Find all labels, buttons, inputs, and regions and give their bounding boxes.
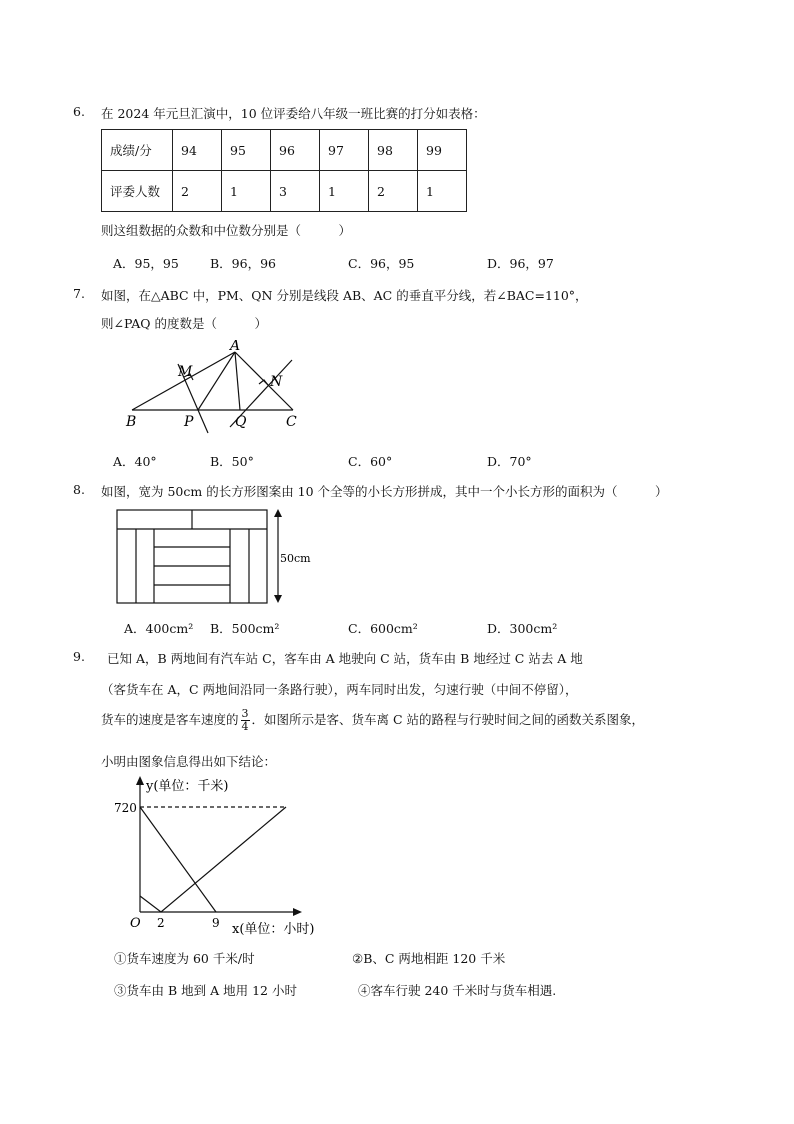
conclusion-2: ②B、C 两地相距 120 千米 bbox=[352, 951, 506, 966]
label-m: M bbox=[178, 364, 193, 380]
q6-option-b[interactable]: B．96，96 bbox=[210, 256, 276, 271]
q8-stem: 如图，宽为 50cm 的长方形图案由 10 个全等的小长方形拼成，其中一个小长方形的面积为（ ） bbox=[101, 484, 668, 499]
triangle-figure bbox=[120, 340, 305, 435]
x-axis-label: x(单位：小时) bbox=[232, 922, 315, 937]
truck-line bbox=[140, 807, 286, 912]
rectangle-figure bbox=[112, 506, 322, 608]
label-p: P bbox=[184, 414, 194, 430]
arrow-down-icon bbox=[274, 595, 282, 603]
label-b: B bbox=[126, 414, 137, 430]
bus-line bbox=[140, 807, 216, 912]
conclusion-3: ③货车由 B 地到 A 地用 12 小时 bbox=[114, 983, 297, 998]
origin-label: O bbox=[130, 916, 141, 931]
table-cell: 98 bbox=[369, 130, 418, 171]
label-c: C bbox=[286, 414, 297, 430]
table-cell: 评委人数 bbox=[102, 171, 173, 212]
q9-line-2: （客货车在 A，C 两地间沿同一条路行驶），两车同时出发，匀速行驶（中间不停留）， bbox=[101, 682, 578, 697]
table-cell: 94 bbox=[173, 130, 222, 171]
y-axis-arrow-icon bbox=[136, 776, 144, 785]
q9-line-3-start: 货车的速度是客车速度的 bbox=[101, 712, 239, 727]
conclusion-4: ④客车行驶 240 千米时与货车相遇. bbox=[358, 983, 557, 998]
table-cell: 2 bbox=[173, 171, 222, 212]
y-axis-label: y(单位：千米) bbox=[146, 779, 229, 794]
q6-stem: 在 2024 年元旦汇演中，10 位评委给八年级一班比赛的打分如表格： bbox=[101, 106, 486, 121]
fraction-denominator: 4 bbox=[241, 720, 249, 733]
q7-option-c[interactable]: C．60° bbox=[348, 454, 393, 469]
table-cell: 成绩/分 bbox=[102, 130, 173, 171]
q7-option-d[interactable]: D．70° bbox=[487, 454, 532, 469]
label-n: N bbox=[270, 374, 283, 390]
q9-number: 9. bbox=[73, 649, 85, 664]
y-tick-720: 720 bbox=[114, 801, 137, 815]
table-cell: 1 bbox=[418, 171, 467, 212]
conclusion-1: ①货车速度为 60 千米/时 bbox=[114, 951, 255, 966]
q7-stem: 如图，在△ABC 中，PM、QN 分别是线段 AB、AC 的垂直平分线，若∠BAC=110°， bbox=[101, 288, 588, 303]
q7-number: 7. bbox=[73, 286, 85, 301]
q6-option-c[interactable]: C．96，95 bbox=[348, 256, 415, 271]
x-tick-2: 2 bbox=[157, 916, 165, 930]
table-cell: 99 bbox=[418, 130, 467, 171]
segment-ap bbox=[198, 352, 235, 410]
q6-number: 6. bbox=[73, 104, 85, 119]
segment-ba bbox=[132, 352, 235, 410]
arrow-up-icon bbox=[274, 509, 282, 517]
table-row bbox=[102, 130, 467, 171]
q7-option-a[interactable]: A．40° bbox=[113, 454, 157, 469]
segment-aq bbox=[235, 352, 240, 410]
table-cell: 1 bbox=[222, 171, 271, 212]
label-a: A bbox=[230, 340, 241, 354]
x-tick-9: 9 bbox=[212, 916, 220, 930]
q9-line-4: 小明由图象信息得出如下结论： bbox=[101, 754, 277, 769]
q7-option-b[interactable]: B．50° bbox=[210, 454, 254, 469]
label-q: Q bbox=[235, 414, 247, 430]
q8-option-d[interactable]: D．300cm² bbox=[487, 621, 558, 636]
q9-line-3 bbox=[101, 708, 644, 733]
table-cell: 3 bbox=[271, 171, 320, 212]
q8-number: 8. bbox=[73, 482, 85, 497]
fraction bbox=[241, 708, 250, 733]
q6-option-a[interactable]: A．95，95 bbox=[113, 256, 179, 271]
q8-option-c[interactable]: C．600cm² bbox=[348, 621, 418, 636]
table-cell: 1 bbox=[320, 171, 369, 212]
right-angle-mark-n bbox=[259, 380, 268, 385]
table-cell: 95 bbox=[222, 130, 271, 171]
q9-line-3-end: ．如图所示是客、货车离 C 站的路程与行驶时间之间的函数关系图象， bbox=[251, 712, 645, 727]
q7-question: 则∠PAQ 的度数是（ ） bbox=[101, 316, 267, 331]
q6-option-d[interactable]: D．96，97 bbox=[487, 256, 554, 271]
table-cell: 97 bbox=[320, 130, 369, 171]
q6-question: 则这组数据的众数和中位数分别是（ ） bbox=[101, 223, 352, 238]
score-table bbox=[101, 129, 467, 212]
distance-time-graph bbox=[108, 774, 338, 942]
table-row bbox=[102, 171, 467, 212]
table-cell: 2 bbox=[369, 171, 418, 212]
q9-line-1: 已知 A，B 两地间有汽车站 C，客车由 A 地驶向 C 站，货车由 B 地经过 C 站去 A 地 bbox=[107, 651, 583, 666]
table-cell: 96 bbox=[271, 130, 320, 171]
q8-option-a[interactable]: A．400cm² bbox=[124, 621, 194, 636]
fraction-numerator: 3 bbox=[241, 707, 249, 720]
x-axis-arrow-icon bbox=[293, 908, 302, 916]
dimension-label: 50cm bbox=[280, 552, 311, 565]
q8-option-b[interactable]: B．500cm² bbox=[210, 621, 280, 636]
segment-ac bbox=[235, 352, 293, 410]
